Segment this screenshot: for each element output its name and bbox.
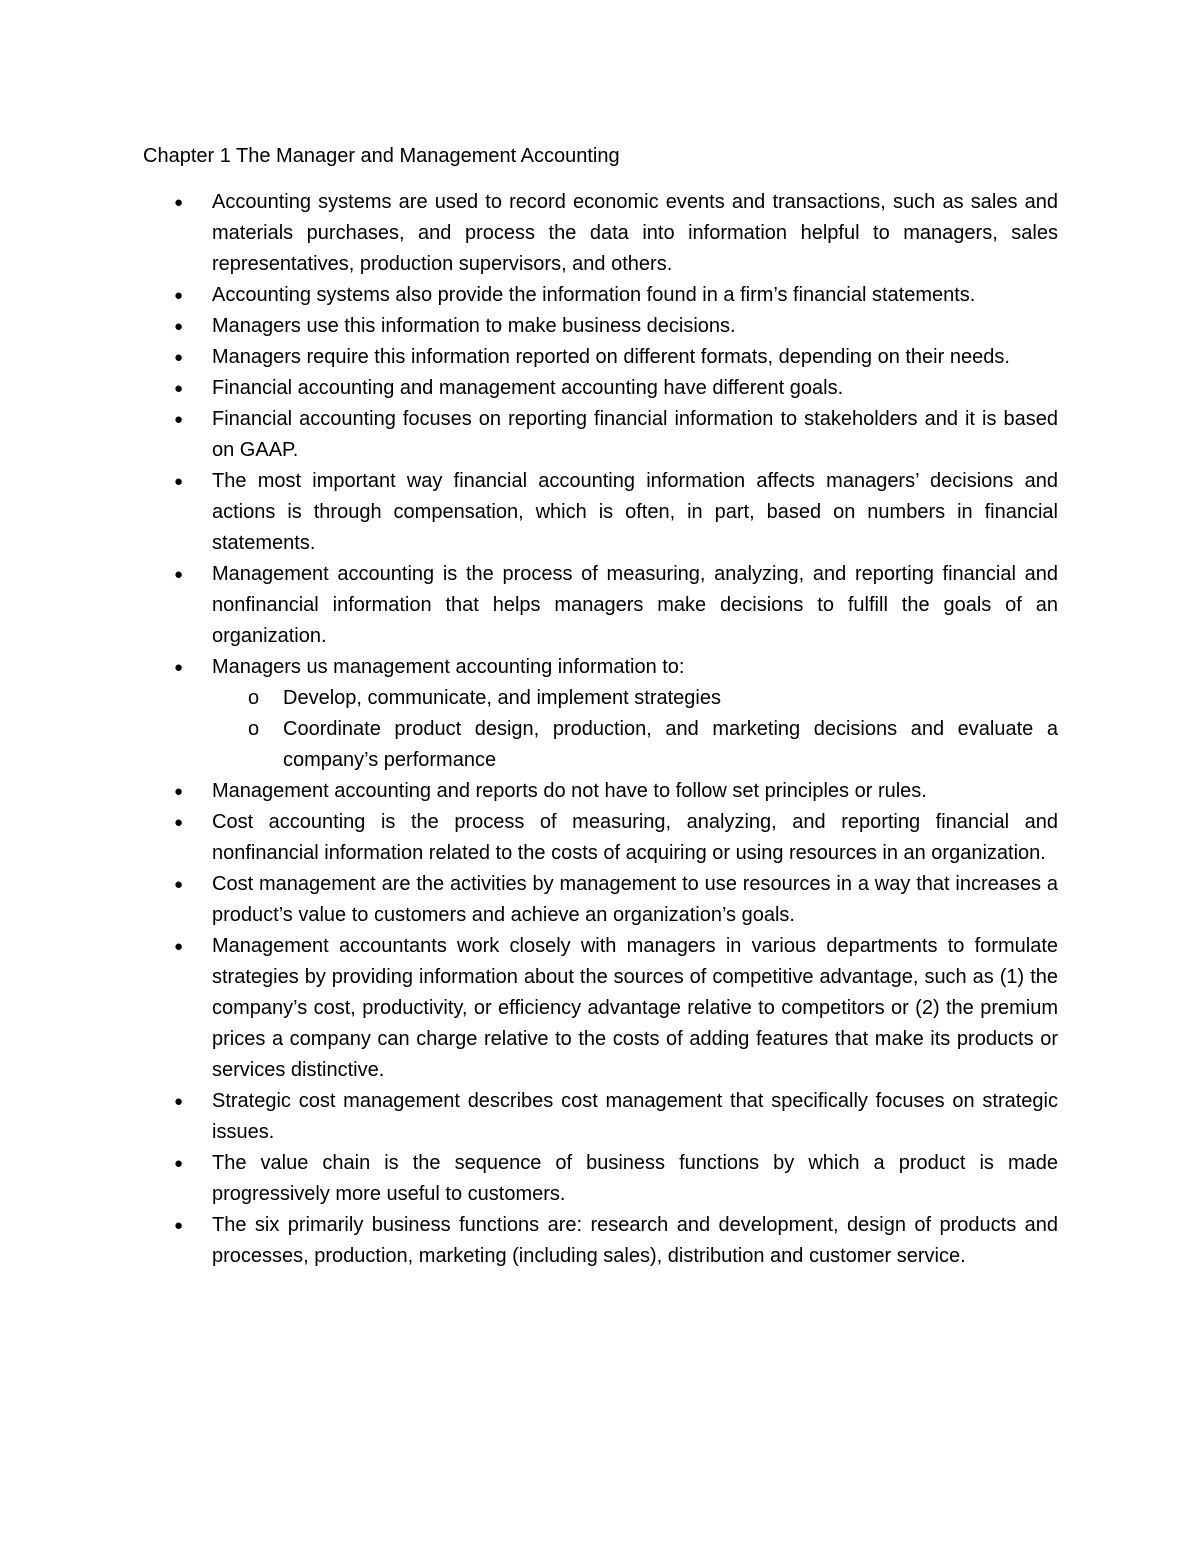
bullet-icon: ●	[174, 380, 184, 397]
bullet-icon: ●	[174, 473, 184, 490]
sub-list-item-text: Coordinate product design, production, and marketing decisions and evaluate a company’s performance	[283, 718, 1058, 771]
list-item-text: Managers require this information reported on different formats, depending on their needs.	[212, 346, 1010, 368]
bullet-icon: ●	[174, 1155, 184, 1172]
list-item-text: Cost accounting is the process of measuring, analyzing, and reporting financial and nonfinancial information related to the costs of acquiring or using resources in an organization.	[212, 811, 1058, 864]
list-item-text: Managers use this information to make business decisions.	[212, 315, 736, 337]
list-item	[0, 404, 1200, 466]
list-item	[0, 342, 1200, 373]
list-item-text: Strategic cost management describes cost management that specifically focuses on strategic issues.	[212, 1090, 1058, 1143]
bullet-icon: ●	[174, 938, 184, 955]
list-item	[0, 776, 1200, 807]
bullet-icon: ●	[174, 287, 184, 304]
bullet-icon: ●	[174, 194, 184, 211]
list-item-text: Accounting systems are used to record economic events and transactions, such as sales and materials purchases, and process the data into information helpful to managers, sales representatives, production supervisors, and others.	[212, 191, 1058, 275]
list-item-text: Management accounting and reports do not have to follow set principles or rules.	[212, 780, 927, 802]
bullet-icon: ●	[174, 876, 184, 893]
list-item-text: Cost management are the activities by management to use resources in a way that increases a product’s value to customers and achieve an organization’s goals.	[212, 873, 1058, 926]
bullet-icon: ●	[174, 411, 184, 428]
bullet-icon: ●	[174, 783, 184, 800]
bullet-icon: ●	[174, 1217, 184, 1234]
list-item-text: The six primarily business functions are: research and development, design of products and processes, production, marketing (including sales), distribution and customer service.	[212, 1214, 1058, 1267]
sub-bullet-icon: o	[248, 687, 260, 709]
list-item-text: Management accountants work closely with managers in various departments to formulate strategies by providing information about the sources of competitive advantage, such as (1) the company’s cost, productivity, or efficiency advantage relative to competitors or (2) the premium prices a company can charge relative to the costs of adding features that make its products or services distinctive.	[212, 935, 1058, 1081]
sub-bullet-icon: o	[248, 718, 260, 740]
list-item	[0, 652, 1200, 776]
bullet-icon: ●	[174, 318, 184, 335]
list-item	[0, 1086, 1200, 1148]
list-item	[0, 1210, 1200, 1272]
list-item-text: Accounting systems also provide the information found in a firm’s financial statements.	[212, 284, 976, 306]
list-item	[0, 187, 1200, 280]
bullet-icon: ●	[174, 566, 184, 583]
list-item-text: Financial accounting focuses on reporting financial information to stakeholders and it is based on GAAP.	[212, 408, 1058, 461]
list-item	[0, 931, 1200, 1086]
sub-list-item	[212, 714, 1058, 776]
list-item	[0, 559, 1200, 652]
list-item-text: The most important way financial accounting information affects managers’ decisions and actions is through compensation, which is often, in part, based on numbers in financial statements.	[212, 470, 1058, 554]
list-item-text: The value chain is the sequence of business functions by which a product is made progressively more useful to customers.	[212, 1152, 1058, 1205]
list-item	[0, 1148, 1200, 1210]
page-title: Chapter 1 The Manager and Management Accounting	[143, 145, 620, 167]
list-item	[0, 373, 1200, 404]
list-item-text: Financial accounting and management accounting have different goals.	[212, 377, 844, 399]
sub-list-item-text: Develop, communicate, and implement strategies	[283, 687, 721, 709]
bullet-list	[0, 187, 1200, 1272]
sub-list-item	[212, 683, 1058, 714]
list-item	[0, 869, 1200, 931]
list-item-text: Management accounting is the process of measuring, analyzing, and reporting financial and nonfinancial information that helps managers make decisions to fulfill the goals of an organization.	[212, 563, 1058, 647]
bullet-icon: ●	[174, 814, 184, 831]
list-item	[0, 807, 1200, 869]
sub-list	[212, 683, 1058, 776]
list-item	[0, 280, 1200, 311]
bullet-icon: ●	[174, 659, 184, 676]
bullet-icon: ●	[174, 349, 184, 366]
list-item-text: Managers us management accounting information to:	[212, 656, 685, 678]
list-item	[0, 311, 1200, 342]
bullet-icon: ●	[174, 1093, 184, 1110]
list-item	[0, 466, 1200, 559]
